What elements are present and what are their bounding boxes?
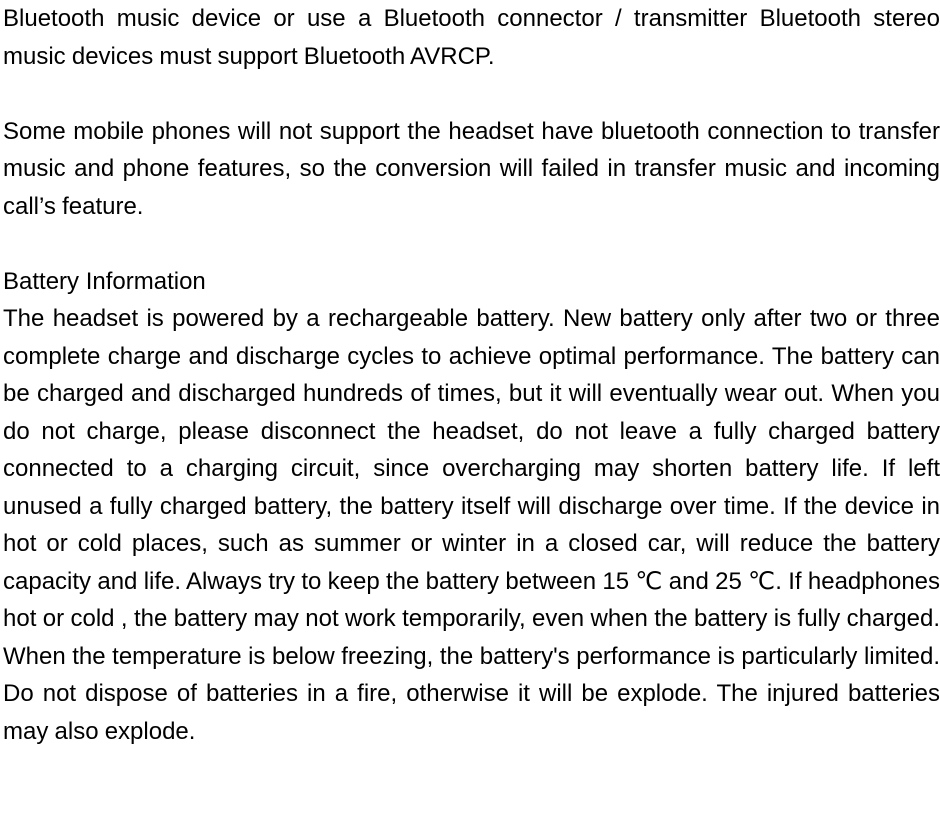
celsius-unit: ℃	[748, 567, 776, 595]
battery-text-part-1: The headset is powered by a rechargeable battery. New battery only after two or three complete charge and discharge cycles to achieve optimal performance. The battery can be charged and discharged hundreds of times, but it will eventually wear out. When you do not charge, please disconnect the headset, do not leave a fully charged battery connected to a charging circuit, since overcharging may shorten battery life. If left unused a fully charged battery, the battery itself will discharge over time. If the device in hot or cold places, such as summer or winter in a closed car, will reduce the battery capacity and life. Always try to keep the battery between 15	[3, 305, 940, 595]
celsius-unit: ℃	[635, 567, 663, 595]
battery-text-part-2: and 25	[662, 567, 749, 595]
avrcp-paragraph: Bluetooth music device or use a Bluetooth connector / transmitter Bluetooth stereo music devices must support Bluetooth AVRCP.	[3, 5, 940, 70]
battery-information-paragraph	[3, 300, 940, 750]
document-page	[3, 0, 940, 750]
phone-support-paragraph: Some mobile phones will not support the headset have bluetooth connection to transfer music and phone features, so the conversion will failed in transfer music and incoming call’s feature.	[3, 117, 940, 220]
battery-text-part-3: . If headphones hot or cold , the battery may not work temporarily, even when the battery is fully charged. When the temperature is below freezing, the battery's performance is particularly limited. Do not dispose of batteries in a fire, otherwise it will be explode. The injured batteries may also explode.	[3, 567, 940, 745]
battery-information-heading: Battery Information	[3, 267, 206, 295]
paragraph-spacer	[3, 75, 940, 113]
paragraph-spacer	[3, 225, 940, 263]
